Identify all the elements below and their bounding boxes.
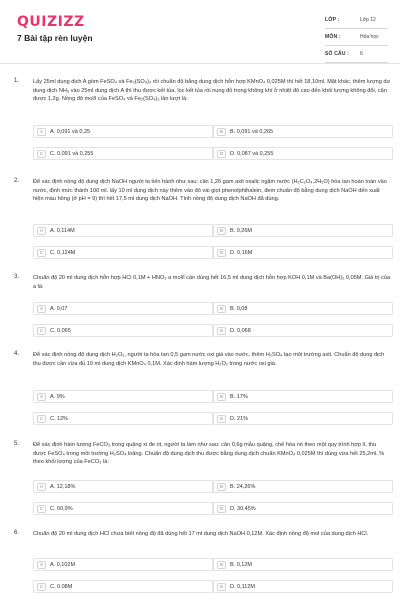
worksheet-title: 7 Bài tập rèn luyện [17,33,93,43]
option-letter: D [217,415,226,423]
question-text: Để xác định nồng độ dung dịch H₂O₂, người ta hòa tan 0,5 gam nước oxi già vào nước, thêm H₂SO₄ tạo môi trường axit. Chuẩn độ dung dịch thu được cần vừa đủ 10 ml dung dịch KMnO₄ 0,1M. Xác định hàm lượng H₂O₂ trong nước oxi già. [33,352,385,367]
answer-option-d[interactable] [213,502,393,515]
option-letter: C [37,583,46,591]
answer-option-c[interactable] [33,147,213,160]
option-text: A. 0,091 và 0,25 [50,129,91,135]
answer-option-a[interactable] [33,390,213,403]
question-text: Lấy 25ml dung dịch A gồm FeSO₄ và Fe₂(SO₄)₃ rồi chuẩn độ bằng dung dịch hỗn hợp KMnO₄ 0,025M thì hết 18,10ml. Mặt khác, thêm lượng dư dung dịch NH₃ vào 25ml dung dịch A thì thu được kết tủa, lọc kết tủa rồi nung đỏ trong không khí ở nhiệt độ cao đến khối lượng không đổi, cân được 1,2g. Nồng độ mol/l của FeSO₄ và Fe₂(SO₄)₃ lần lượt là: [33,79,391,103]
answer-option-c[interactable] [33,502,213,515]
option-text: C. 0.08M [50,584,73,590]
option-text: A. 12,18% [50,484,76,490]
answer-option-d[interactable] [213,580,393,593]
option-letter: B [217,483,226,491]
option-text: C. 12% [50,416,69,422]
answer-option-a[interactable] [33,558,213,571]
question-number: 3. [14,274,20,280]
option-letter: C [37,249,46,257]
option-text: D. 30,45% [230,506,256,512]
meta-value: 6 [360,51,363,57]
answer-option-c[interactable] [33,246,213,259]
option-text: C. 0,065 [50,328,71,334]
question-text: Để xác định nồng độ dung dịch NaOH người ta tiến hành như sau: cân 1,26 gam axit oxalic ngậm nước (H₂C₂O₄.2H₂O) hòa tan hoàn toàn vào nước, định mức thành 100 ml. lấy 10 ml dung dịch này thêm vào đó vài giọt phenolphthalein, đem chuẩn độ bằng dung dịch NaOH đến xuất hiện màu hồng (ở pH = 9) thì hết 17,5 ml dung dịch NaOH. Tính nồng độ dung dịch NaOH đã dùng. [33,179,387,203]
answer-option-c[interactable] [33,412,213,425]
meta-value: Lớp 12 [360,17,376,23]
answer-option-b[interactable] [213,224,393,237]
meta-row-class [325,12,388,29]
option-letter: C [37,415,46,423]
option-text: D. 0,112M [230,584,255,590]
option-letter: D [217,583,226,591]
answer-option-c[interactable] [33,324,213,337]
question-number: 1. [14,78,20,84]
option-letter: A [37,561,46,569]
question-text: Chuẩn độ 20 ml dung dịch hỗn hợp HCl 0,1M + HNO₃ a mol/l cần dùng hết 16,5 ml dung dịch hỗn hợp KOH 0,1M và Ba(OH)₂ 0,05M. Giá trị của a là: [33,275,391,290]
meta-row-count [325,46,388,63]
meta-value: Hóa học [360,34,379,40]
answer-option-b[interactable] [213,390,393,403]
option-text: A. 0,114M [50,228,75,234]
answer-option-b[interactable] [213,480,393,493]
answer-option-a[interactable] [33,480,213,493]
option-letter: A [37,393,46,401]
question-number: 6. [14,530,20,536]
option-text: D. 0,16M [230,250,253,256]
option-text: A. 9% [50,394,65,400]
answer-option-c[interactable] [33,580,213,593]
worksheet-header [0,0,400,62]
answer-option-b[interactable] [213,558,393,571]
answer-option-a[interactable] [33,302,213,315]
header-divider [0,63,400,64]
answer-option-d[interactable] [213,246,393,259]
question-number: 2. [14,178,20,184]
option-text: B. 24,26% [230,484,256,490]
answer-option-d[interactable] [213,147,393,160]
option-text: B. 0,12M [230,562,253,568]
option-text: D. 0,068 [230,328,251,334]
option-letter: C [37,327,46,335]
option-letter: D [217,505,226,513]
option-letter: D [217,327,226,335]
answer-option-b[interactable] [213,125,393,138]
option-letter: A [37,128,46,136]
option-text: B. 0,091 và 0,265 [230,129,274,135]
question-text: Để xác định hàm lượng FeCO₃ trong quặng xi đe rit, người ta làm như sau: cân 0,6g mẫu quặng, chế hóa nó theo một quy trình hợp lí, thu được FeSO₄ trong môi trường H₂SO₄ loãng. Chuẩn độ dung dịch thu được bằng dung dịch chuẩn KMnO₄ 0,025M thì dùng vừa hết 25,2ml. % theo khối lượng của FeCO₃ là: [33,442,385,466]
option-text: D. 21% [230,416,249,422]
meta-label: SỐ CÂU : [325,51,350,57]
option-text: B. 0,26M [230,228,253,234]
option-text: C. 60,9% [50,506,73,512]
answer-option-a[interactable] [33,224,213,237]
answer-option-a[interactable] [33,125,213,138]
option-text: C. 0,091 và 0,255 [50,151,94,157]
option-letter: A [37,227,46,235]
option-letter: C [37,505,46,513]
option-letter: B [217,561,226,569]
option-letter: B [217,305,226,313]
option-text: A. 0,102M [50,562,76,568]
option-text: B. 17% [230,394,248,400]
option-text: A. 0,07 [50,306,68,312]
option-letter: B [217,227,226,235]
answer-option-d[interactable] [213,324,393,337]
question-number: 5. [14,441,20,447]
option-letter: D [217,150,226,158]
quizizz-logo: QUIZIZZ [17,14,85,30]
option-letter: B [217,128,226,136]
option-letter: A [37,483,46,491]
meta-label: LỚP : [325,17,340,23]
question-text: Chuẩn độ 20 ml dung dịch HCl chưa biết nồng độ đã dùng hết 17 ml dung dịch NaOH 0,12M. Xác định nồng độ mol của dung dịch HCl. [33,531,369,537]
option-letter: B [217,393,226,401]
meta-row-subject [325,29,388,46]
option-letter: D [217,249,226,257]
meta-label: MÔN : [325,34,341,40]
option-text: D. 0,087 và 0,255 [230,151,274,157]
option-letter: A [37,305,46,313]
answer-option-b[interactable] [213,302,393,315]
option-text: C. 0,124M [50,250,76,256]
option-text: B. 0,08 [230,306,248,312]
option-letter: C [37,150,46,158]
question-number: 4. [14,351,20,357]
answer-option-d[interactable] [213,412,393,425]
